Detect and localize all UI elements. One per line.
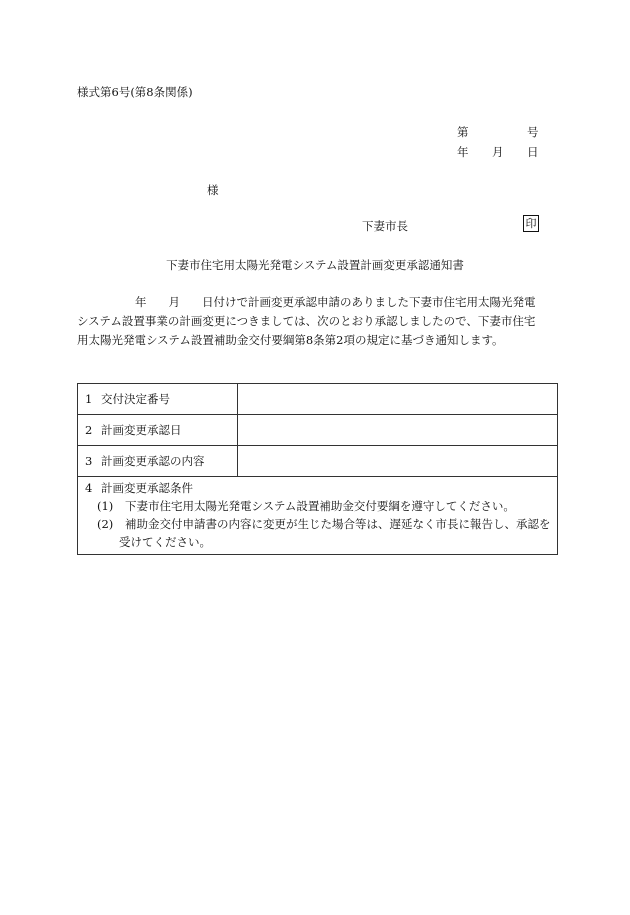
document-number-dai: 第 — [457, 125, 469, 139]
addressee: 様 — [207, 183, 219, 197]
row-label — [78, 384, 238, 415]
label-grant-decision-number: 交付決定番号 — [101, 392, 170, 406]
body-month: 月 — [168, 295, 180, 309]
body-line-3: 用太陽光発電システム設置補助金交付要綱第8条第2項の規定に基づき通知します。 — [77, 333, 504, 347]
conditions-title-text: 計画変更承認条件 — [101, 481, 193, 495]
approval-conditions — [78, 477, 558, 555]
label-approval-content: 計画変更承認の内容 — [101, 454, 205, 468]
row-label — [78, 446, 238, 477]
form-number: 様式第6号(第8条関係) — [77, 85, 193, 99]
date-month: 月 — [492, 145, 504, 159]
body-line-2: システム設置事業の計画変更につきましては、次のとおり承認しましたので、下妻市住宅 — [77, 314, 536, 328]
body-line-1 — [77, 293, 563, 312]
seal-stamp: 印 — [523, 215, 539, 232]
value-approval-content[interactable] — [238, 446, 558, 477]
row-number: 3 — [85, 454, 93, 468]
body-year: 年 — [135, 295, 147, 309]
condition-number: (2) — [97, 517, 114, 531]
condition-item — [85, 497, 553, 515]
value-approval-date[interactable] — [238, 415, 558, 446]
body-line-1-text: 日付けで計画変更承認申請のありました下妻市住宅用太陽光発電 — [202, 295, 536, 309]
row-number: 1 — [85, 392, 93, 406]
condition-text: 下妻市住宅用太陽光発電システム設置補助金交付要綱を遵守してください。 — [125, 499, 515, 513]
sender-name: 下妻市長 — [362, 219, 408, 233]
condition-item — [85, 515, 553, 551]
notice-body — [77, 293, 563, 350]
row-number: 4 — [85, 481, 93, 495]
table-row — [78, 415, 558, 446]
label-approval-date: 計画変更承認日 — [101, 423, 182, 437]
value-grant-decision-number[interactable] — [238, 384, 558, 415]
document-title: 下妻市住宅用太陽光発電システム設置計画変更承認通知書 — [166, 258, 464, 272]
date-day: 日 — [527, 145, 539, 159]
condition-number: (1) — [97, 499, 114, 513]
condition-text: 補助金交付申請書の内容に変更が生じた場合等は、遅延なく市長に報告し、承認を受けてください。 — [119, 517, 551, 549]
document-number-go: 号 — [527, 125, 539, 139]
notice-details-table — [77, 383, 558, 555]
row-number: 2 — [85, 423, 93, 437]
row-label — [78, 415, 238, 446]
table-row — [78, 384, 558, 415]
table-row — [78, 446, 558, 477]
table-row — [78, 477, 558, 555]
date-year: 年 — [457, 145, 469, 159]
conditions-title — [85, 479, 553, 497]
